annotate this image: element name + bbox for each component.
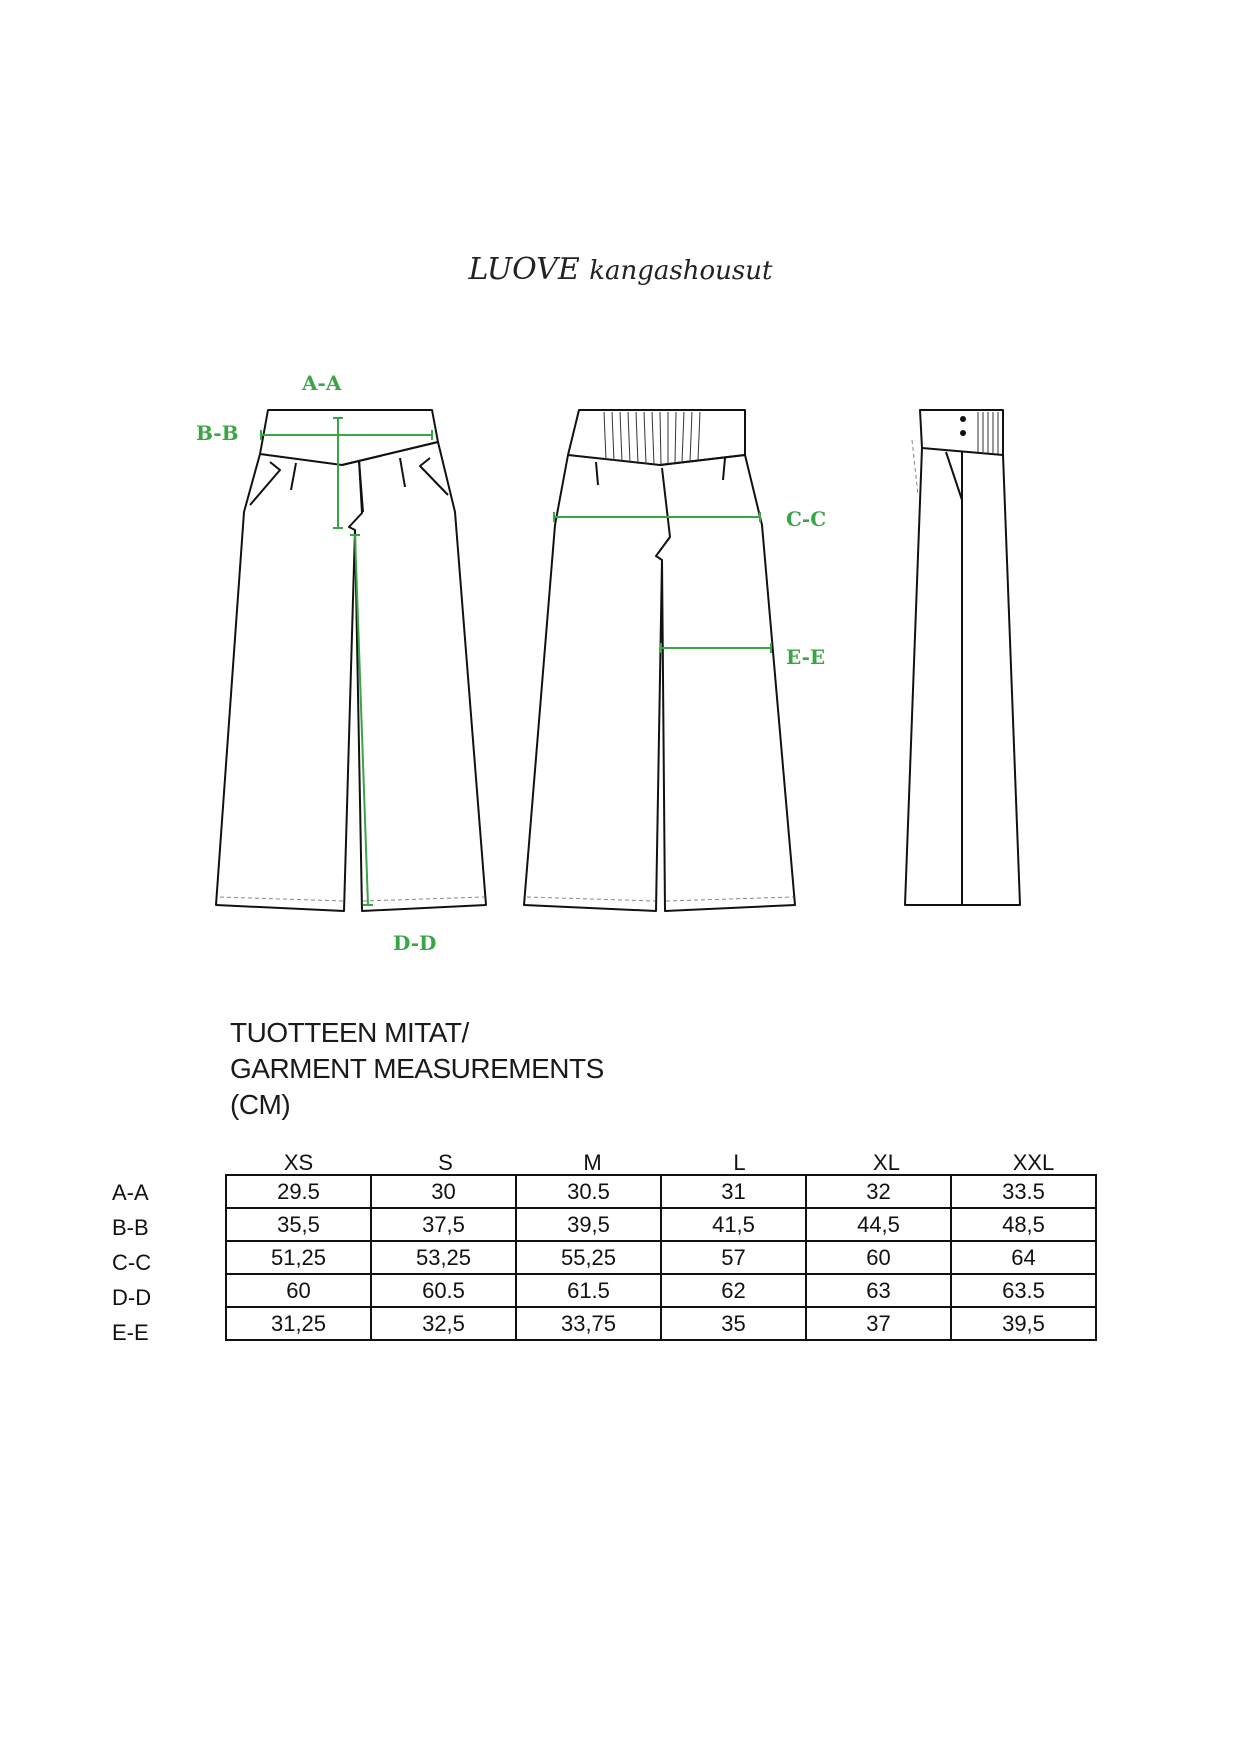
table-row	[226, 1175, 1096, 1208]
back-dart-right	[723, 458, 725, 480]
back-trouser-outline	[524, 455, 795, 911]
table-cell: 39,5	[951, 1307, 1096, 1340]
table-cell: 39,5	[516, 1208, 661, 1241]
size-header-xs: XS	[283, 1150, 314, 1175]
table-cell: 63.5	[951, 1274, 1096, 1307]
table-row	[226, 1208, 1096, 1241]
heading-line-3: (CM)	[230, 1089, 291, 1120]
table-cell: 33,75	[516, 1307, 661, 1340]
table-cell: 35	[661, 1307, 806, 1340]
row-label-cc: C-C	[112, 1250, 152, 1275]
table-cell: 60	[806, 1241, 951, 1274]
front-waistband	[260, 410, 438, 465]
side-view-drawing	[905, 410, 1020, 905]
table-cell: 48,5	[951, 1208, 1096, 1241]
front-trouser-outline	[216, 442, 486, 911]
table-cell: 55,25	[516, 1241, 661, 1274]
table-row	[226, 1241, 1096, 1274]
table-cell: 37,5	[371, 1208, 516, 1241]
table-cell: 30	[371, 1175, 516, 1208]
label-cc: C-C	[786, 507, 827, 531]
table-cell: 32	[806, 1175, 951, 1208]
size-header-xl: XL	[873, 1150, 900, 1175]
table-cell: 61.5	[516, 1274, 661, 1307]
table-cell: 63	[806, 1274, 951, 1307]
row-label-bb: B-B	[112, 1215, 149, 1240]
front-pleat-left	[291, 463, 296, 490]
front-pocket-left	[250, 462, 280, 505]
side-waistband-ribs	[978, 412, 998, 454]
table-cell: 32,5	[371, 1307, 516, 1340]
table-cell: 44,5	[806, 1208, 951, 1241]
title-main: LUOVE	[468, 252, 580, 287]
table-cell: 51,25	[226, 1241, 371, 1274]
table-cell: 60.5	[371, 1274, 516, 1307]
table-cell: 41,5	[661, 1208, 806, 1241]
label-bb: B-B	[196, 421, 239, 445]
back-waistband	[568, 410, 745, 465]
table-cell: 53,25	[371, 1241, 516, 1274]
row-label-aa: A-A	[112, 1180, 149, 1205]
button-icon	[960, 430, 966, 436]
table-row	[226, 1274, 1096, 1307]
heading-line-1: TUOTTEEN MITAT/	[230, 1017, 469, 1048]
title-sub: kangashousut	[589, 256, 773, 286]
size-header-m: M	[583, 1150, 602, 1175]
size-header-l: L	[733, 1150, 746, 1175]
table-cell: 62	[661, 1274, 806, 1307]
button-icon	[960, 416, 966, 422]
side-pocket	[946, 452, 962, 500]
row-label-dd: D-D	[112, 1285, 152, 1310]
row-label-ee: E-E	[112, 1320, 149, 1345]
back-dart-left	[596, 462, 598, 485]
table-row	[226, 1307, 1096, 1340]
label-ee: E-E	[786, 645, 826, 669]
table-cell: 30.5	[516, 1175, 661, 1208]
back-waistband-ribs	[604, 412, 700, 465]
table-cell: 37	[806, 1307, 951, 1340]
front-view-drawing	[216, 410, 486, 911]
measurements-table	[225, 1174, 1097, 1341]
label-aa: A-A	[302, 371, 342, 395]
measurements-heading	[230, 1015, 604, 1123]
front-pleat-right	[400, 458, 405, 487]
size-header-xxl: XXL	[1012, 1150, 1055, 1175]
table-cell: 64	[951, 1241, 1096, 1274]
table-cell: 60	[226, 1274, 371, 1307]
size-header-s: S	[438, 1150, 453, 1175]
label-dd: D-D	[393, 931, 437, 955]
table-cell: 31	[661, 1175, 806, 1208]
heading-line-2: GARMENT MEASUREMENTS	[230, 1053, 604, 1084]
measurement-lines	[261, 418, 771, 905]
table-cell: 29.5	[226, 1175, 371, 1208]
table-cell: 57	[661, 1241, 806, 1274]
table-cell: 31,25	[226, 1307, 371, 1340]
table-cell: 33.5	[951, 1175, 1096, 1208]
table-cell: 35,5	[226, 1208, 371, 1241]
back-view-drawing	[524, 410, 795, 911]
